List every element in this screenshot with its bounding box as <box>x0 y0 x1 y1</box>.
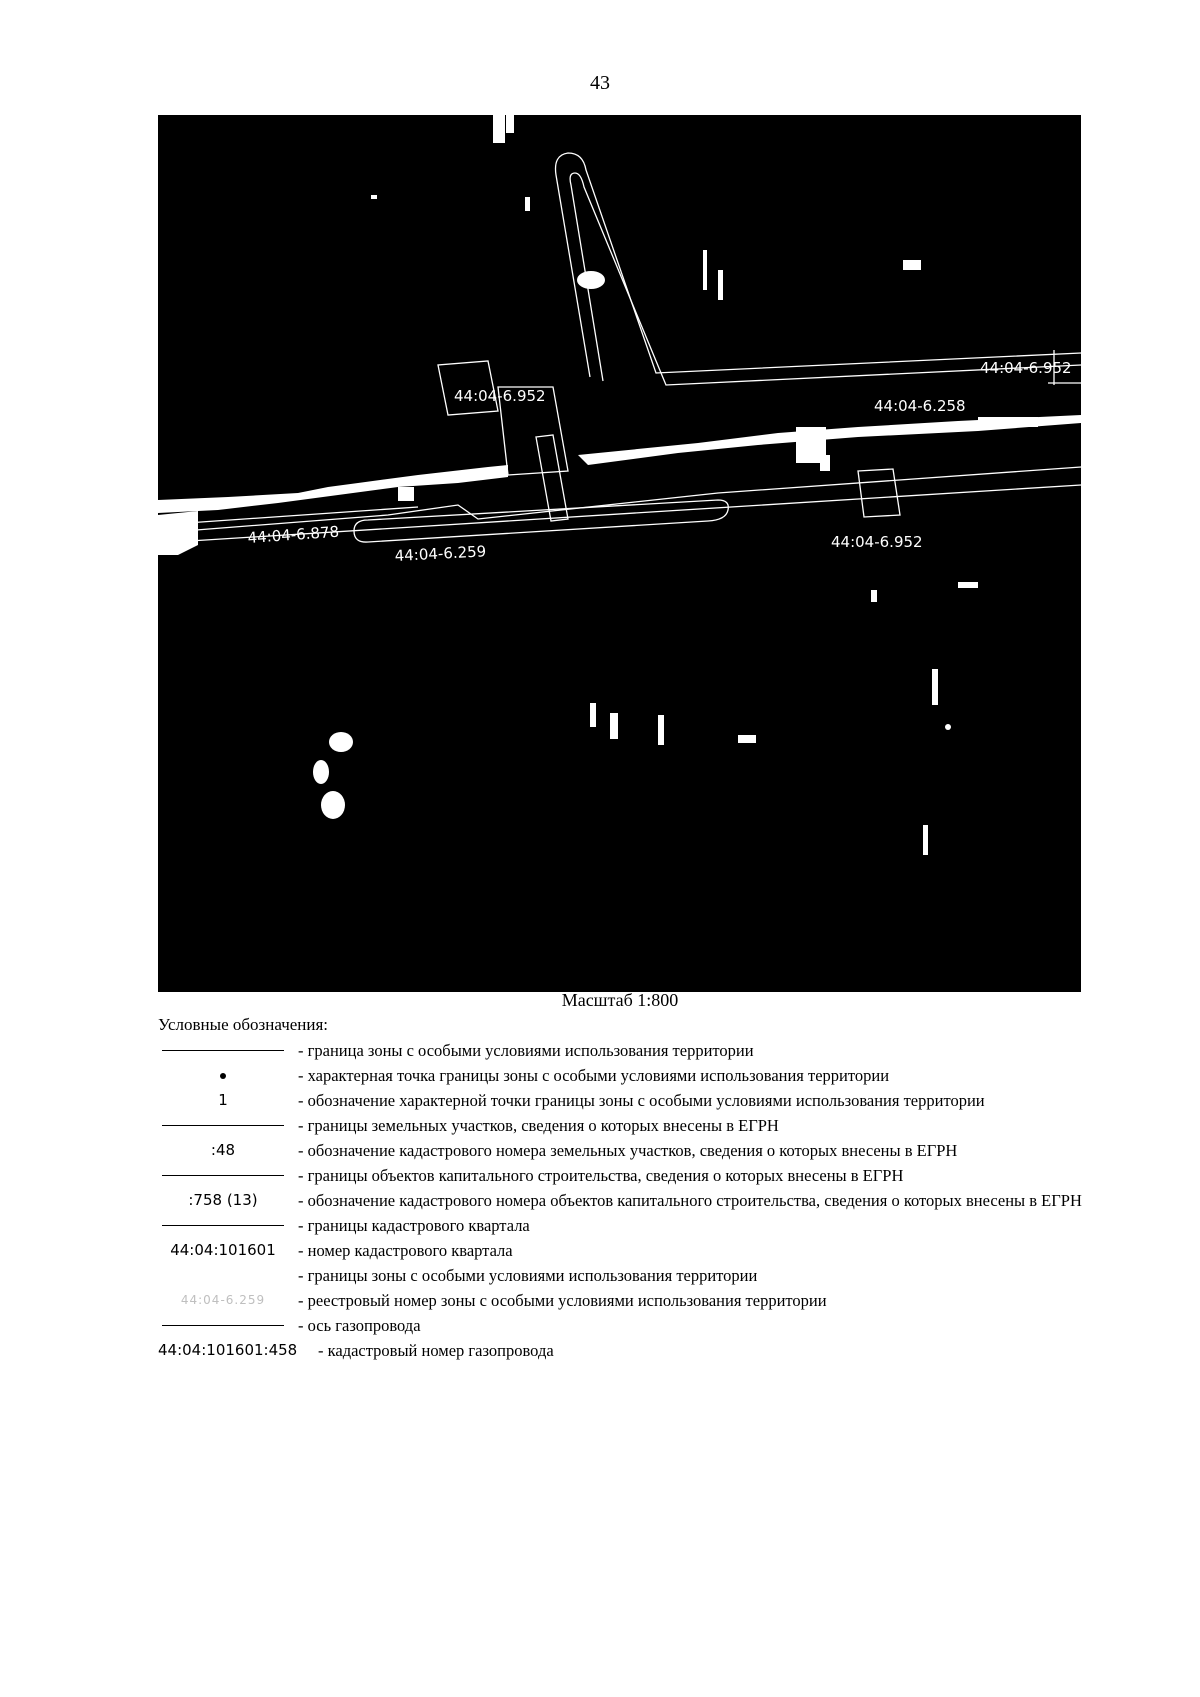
legend-code-symbol: 1 <box>218 1091 228 1109</box>
legend-symbol <box>158 1190 288 1211</box>
legend-item <box>158 1065 1088 1086</box>
legend-description: - обозначение кадастрового номера объектов капитального строительства, сведения о которых внесены в ЕГРН <box>298 1191 1082 1210</box>
legend-line-symbol <box>162 1225 284 1226</box>
legend-item <box>158 1040 1088 1061</box>
legend-item <box>158 1315 1088 1336</box>
legend-item <box>158 1215 1088 1236</box>
legend-symbol <box>158 1340 308 1361</box>
legend-description: - границы кадастрового квартала <box>298 1216 530 1235</box>
legend-symbol <box>158 1315 288 1336</box>
legend-title: Условные обозначения: <box>158 1015 329 1034</box>
cadastral-map[interactable] <box>158 115 1081 992</box>
legend-symbol <box>158 1065 288 1086</box>
map-scale: Масштаб 1:800 <box>561 990 679 1010</box>
legend-item <box>158 1290 1088 1311</box>
legend-description: - кадастровый номер газопровода <box>318 1341 554 1360</box>
legend-symbol <box>158 1165 288 1186</box>
legend-description: - границы зоны с особыми условиями использования территории <box>298 1266 758 1285</box>
legend-symbol <box>158 1090 288 1111</box>
legend-code-symbol: :48 <box>210 1141 236 1159</box>
legend-symbol <box>158 1115 288 1136</box>
legend-code-symbol: 44:04:101601 <box>170 1241 276 1259</box>
legend-description: - обозначение кадастрового номера земельных участков, сведения о которых внесены в ЕГРН <box>298 1141 958 1160</box>
legend-symbol <box>158 1215 288 1236</box>
map-label-zone-mid: 44:04-6.258 <box>874 397 966 415</box>
legend-description: - границы объектов капитального строительства, сведения о которых внесены в ЕГРН <box>298 1166 904 1185</box>
legend-line-symbol <box>162 1175 284 1176</box>
legend-item <box>158 1265 1088 1286</box>
legend-line-symbol <box>162 1050 284 1051</box>
legend-item <box>158 1140 1088 1161</box>
legend-description: - граница зоны с особыми условиями использования территории <box>298 1041 754 1060</box>
legend-symbol <box>158 1290 288 1311</box>
legend-item <box>158 1165 1088 1186</box>
map-label-zone-right-top: 44:04-6.952 <box>980 359 1072 377</box>
legend-description: - номер кадастрового квартала <box>298 1241 513 1260</box>
legend-line-symbol <box>162 1125 284 1126</box>
legend-item <box>158 1340 1088 1361</box>
legend-symbol <box>158 1040 288 1061</box>
legend <box>158 1040 1088 1365</box>
legend-symbol <box>158 1140 288 1161</box>
map-blobs <box>158 115 1081 855</box>
legend-faint-code-symbol: 44:04-6.259 <box>180 1293 266 1307</box>
legend-item <box>158 1090 1088 1111</box>
legend-item <box>158 1240 1088 1261</box>
legend-description: - обозначение характерной точки границы зоны с особыми условиями использования территории <box>298 1091 985 1110</box>
map-label-zone-left: 44:04-6.952 <box>454 387 546 405</box>
legend-symbol <box>158 1240 288 1261</box>
legend-description: - ось газопровода <box>298 1316 421 1335</box>
map-canvas <box>158 115 1081 992</box>
legend-dot-symbol <box>220 1073 226 1079</box>
legend-description: - реестровый номер зоны с особыми условиями использования территории <box>298 1291 827 1310</box>
legend-description: - границы земельных участков, сведения о которых внесены в ЕГРН <box>298 1116 779 1135</box>
map-label-zone-bottom-right: 44:04-6.952 <box>831 533 923 551</box>
map-linework <box>158 153 1081 543</box>
legend-code-symbol: :758 (13) <box>188 1191 258 1209</box>
legend-item <box>158 1115 1088 1136</box>
legend-symbol <box>158 1265 288 1286</box>
legend-item <box>158 1190 1088 1211</box>
legend-code-symbol: 44:04:101601:458 <box>158 1341 298 1359</box>
legend-description: - характерная точка границы зоны с особыми условиями использования территории <box>298 1066 890 1085</box>
legend-line-symbol <box>162 1325 284 1326</box>
map-label-zone-bottom-left: 44:04-6.878 <box>247 522 340 547</box>
page-number: 43 <box>590 72 610 94</box>
map-label-zone-pipe: 44:04-6.259 <box>394 542 487 565</box>
